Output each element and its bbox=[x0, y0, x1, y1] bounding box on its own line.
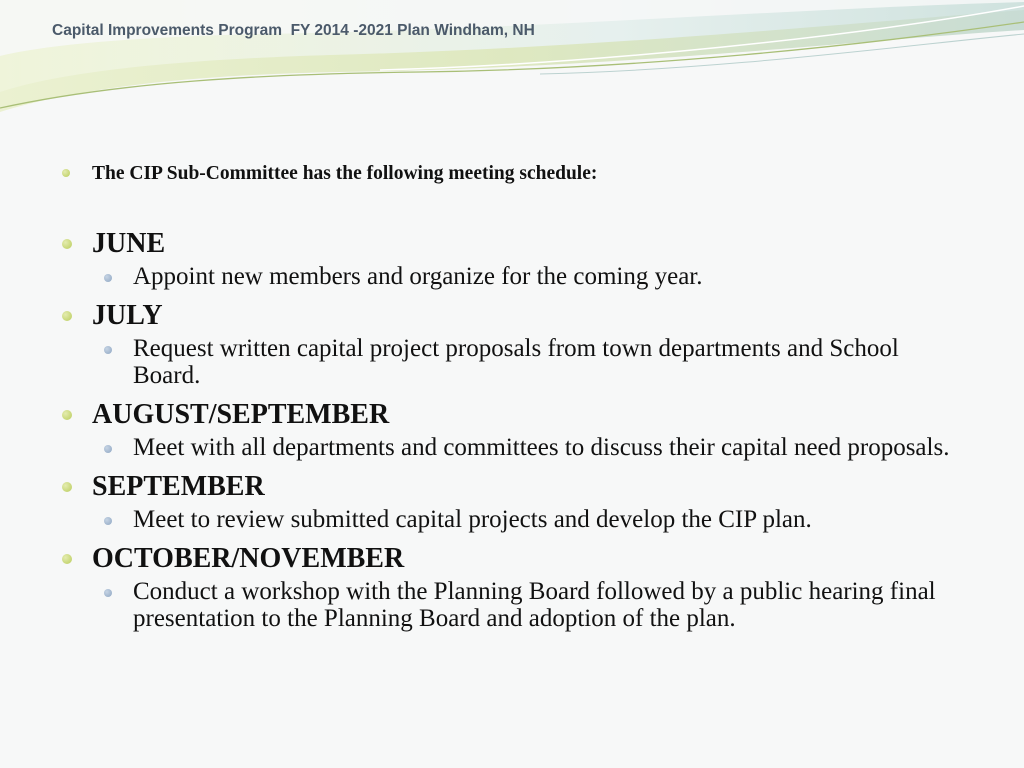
detail-text: Request written capital project proposals from town departments and School Board. bbox=[133, 335, 899, 389]
month-august-september bbox=[62, 398, 962, 432]
bullet-dot-icon bbox=[62, 482, 72, 492]
bullet-dot-icon bbox=[62, 554, 72, 564]
month-september bbox=[62, 470, 962, 504]
intro-text: The CIP Sub-Committee has the following meeting schedule: bbox=[92, 163, 598, 184]
header-swoosh-decoration bbox=[0, 0, 1024, 130]
intro-bullet bbox=[62, 160, 962, 188]
detail-july bbox=[104, 333, 962, 398]
detail-october-november bbox=[104, 576, 962, 641]
detail-september bbox=[104, 504, 962, 542]
slide-body bbox=[62, 160, 962, 641]
bullet-dot-icon bbox=[62, 169, 70, 177]
detail-text: Meet with all departments and committees to discuss their capital need proposals. bbox=[133, 434, 950, 461]
month-label: SEPTEMBER bbox=[92, 471, 265, 502]
detail-august-september bbox=[104, 432, 962, 470]
detail-june bbox=[104, 261, 962, 299]
sub-bullet-dot-icon bbox=[104, 346, 112, 354]
sub-bullet-dot-icon bbox=[104, 517, 112, 525]
bullet-dot-icon bbox=[62, 311, 72, 321]
month-october-november bbox=[62, 542, 962, 576]
spacer bbox=[62, 188, 962, 227]
month-june bbox=[62, 227, 962, 261]
sub-bullet-dot-icon bbox=[104, 274, 112, 282]
bullet-dot-icon bbox=[62, 239, 72, 249]
month-july bbox=[62, 299, 962, 333]
month-label: JUNE bbox=[92, 228, 166, 259]
detail-text: Meet to review submitted capital projects and develop the CIP plan. bbox=[133, 506, 812, 533]
month-label: AUGUST/SEPTEMBER bbox=[92, 399, 390, 430]
bullet-dot-icon bbox=[62, 410, 72, 420]
month-label: OCTOBER/NOVEMBER bbox=[92, 543, 405, 574]
detail-text: Appoint new members and organize for the coming year. bbox=[133, 263, 703, 290]
detail-text: Conduct a workshop with the Planning Board followed by a public hearing final presentation to the Planning Board and adoption of the plan. bbox=[133, 578, 936, 632]
sub-bullet-dot-icon bbox=[104, 589, 112, 597]
slide-title: Capital Improvements Program FY 2014 -2021 Plan Windham, NH bbox=[52, 22, 535, 39]
sub-bullet-dot-icon bbox=[104, 445, 112, 453]
month-label: JULY bbox=[92, 300, 163, 331]
